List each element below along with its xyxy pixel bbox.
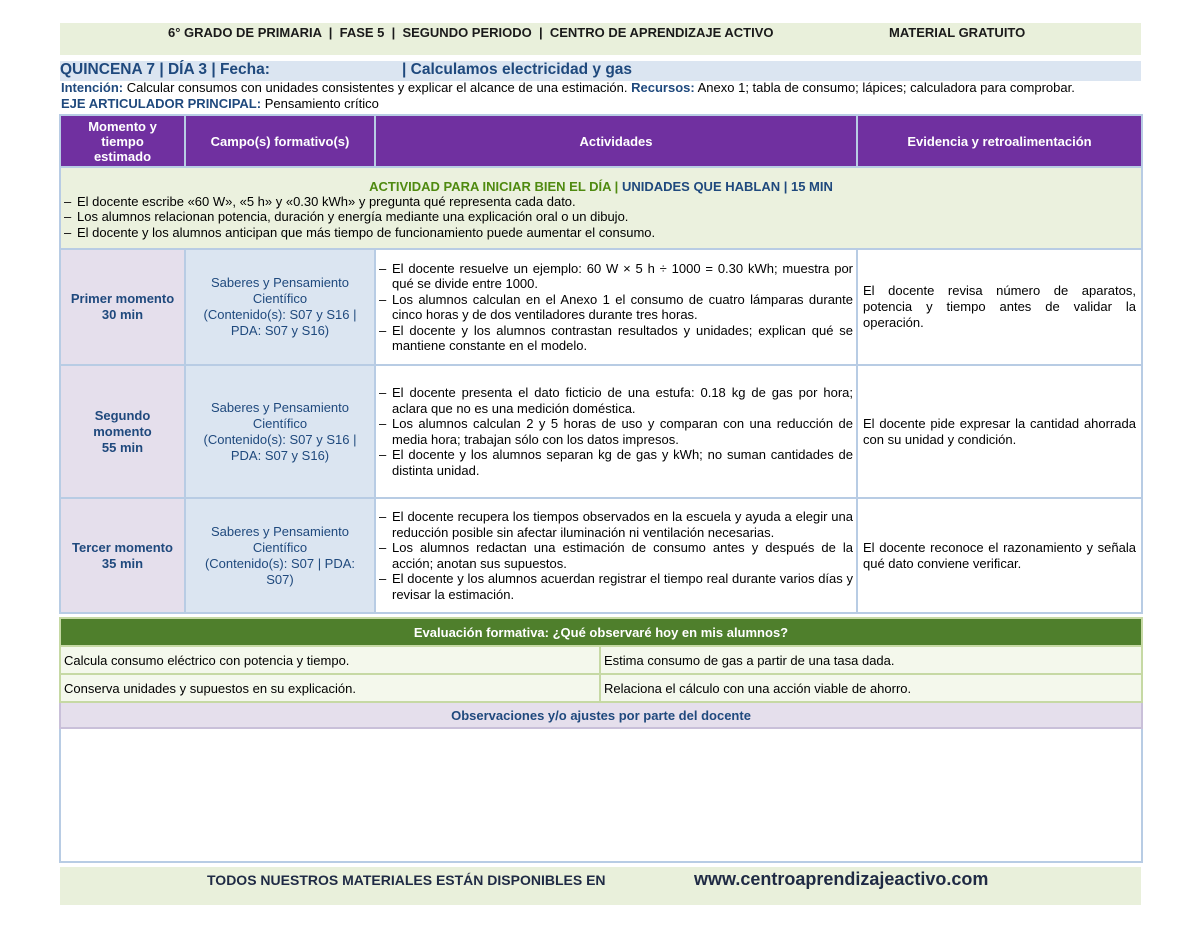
evaluation-heading: Evaluación formativa: ¿Qué observaré hoy en mis alumnos?	[60, 618, 1142, 646]
field-detail: (Contenido(s): S07 y S16 | PDA: S07 y S16)	[203, 307, 357, 338]
footer-url-link[interactable]: www.centroaprendizajeactivo.com	[694, 869, 989, 889]
moment-label: Segundo momento	[93, 407, 152, 439]
evaluation-table	[59, 617, 1143, 863]
intent-line	[61, 80, 1140, 95]
resources-text: Anexo 1; tabla de consumo; lápices; calculadora para comprobar.	[697, 80, 1075, 95]
activities-cell	[375, 498, 857, 613]
table-row	[60, 249, 1142, 365]
list-item: – El docente resuelve un ejemplo: 60 W × 5 h ÷ 1000 = 0.30 kWh; muestra por qué se divide entre 1000.	[379, 260, 853, 291]
evaluation-item: Relaciona el cálculo con una acción viable de ahorro.	[600, 674, 1142, 702]
evaluation-item: Estima consumo de gas a partir de una tasa dada.	[600, 646, 1142, 674]
field-name: Saberes y Pensamiento Científico	[210, 523, 350, 555]
top-banner	[60, 23, 1141, 55]
col-activities-header: Actividades	[375, 115, 857, 167]
list-item: – Los alumnos calculan 2 y 5 horas de uso y comparan con una reducción de media hora; trabajan sólo con los datos impresos.	[379, 416, 853, 447]
lesson-title: | Calculamos electricidad y gas	[402, 61, 633, 78]
lesson-plan-table	[59, 114, 1143, 614]
moment-time: 55 min	[101, 439, 144, 455]
list-item: – Los alumnos redactan una estimación de consumo antes y después de la acción; anotan sus supuestos.	[379, 540, 853, 571]
resources-label: Recursos:	[631, 80, 695, 95]
field-detail: (Contenido(s): S07 | PDA: S07)	[204, 555, 356, 587]
evaluation-item: Calcula consumo eléctrico con potencia y tiempo.	[60, 646, 600, 674]
table-header-row	[60, 115, 1142, 167]
field-cell	[185, 249, 375, 365]
free-material-label: MATERIAL GRATUITO	[889, 25, 1026, 40]
activities-cell	[375, 249, 857, 365]
moment-cell	[60, 498, 185, 613]
axis-label: EJE ARTICULADOR PRINCIPAL:	[61, 96, 262, 111]
col-moment-header: Momento y tiempo estimado	[60, 115, 185, 167]
table-row	[60, 365, 1142, 498]
session-label: QUINCENA 7 | DÍA 3 | Fecha:	[60, 61, 270, 78]
intent-text: Calcular consumos con unidades consistentes y explicar el alcance de una estimación.	[126, 80, 628, 95]
axis-text: Pensamiento crítico	[264, 96, 379, 111]
moment-label: Primer momento	[70, 291, 175, 306]
opening-heading	[64, 179, 1138, 194]
grade-phase-label: 6° GRADO DE PRIMARIA | FASE 5 | SEGUNDO PERIODO | CENTRO DE APRENDIZAJE ACTIVO	[168, 25, 774, 40]
list-item: – El docente y los alumnos contrastan resultados y unidades; explican qué se mantiene constante en el modelo.	[379, 322, 853, 353]
col-evidence-header: Evidencia y retroalimentación	[857, 115, 1142, 167]
opening-heading-blue: UNIDADES QUE HABLAN | 15 MIN	[621, 178, 833, 194]
evidence-cell: El docente revisa número de aparatos, potencia y tiempo antes de validar la operación.	[857, 249, 1142, 365]
list-item: – El docente recupera los tiempos observados en la escuela y ayuda a elegir una reducción posible sin afectar iluminación ni ventilación necesarias.	[379, 509, 853, 540]
evaluation-item: Conserva unidades y supuestos en su explicación.	[60, 674, 600, 702]
title-bar	[60, 61, 1141, 81]
opening-heading-green: ACTIVIDAD PARA INICIAR BIEN EL DÍA |	[369, 178, 619, 194]
axis-line	[61, 96, 379, 111]
list-item: – El docente y los alumnos anticipan que más tiempo de funcionamiento puede aumentar el consumo.	[64, 224, 656, 240]
moment-time: 35 min	[101, 555, 144, 571]
moment-cell	[60, 249, 185, 365]
field-name: Saberes y Pensamiento Científico	[210, 275, 350, 306]
list-item: – Los alumnos calculan en el Anexo 1 el consumo de cuatro lámparas durante cinco horas y de dos ventiladores durante tres horas.	[379, 291, 853, 322]
moment-label: Tercer momento	[72, 539, 173, 555]
evidence-cell: El docente reconoce el razonamiento y señala qué dato conviene verificar.	[857, 498, 1142, 613]
opening-cell	[60, 167, 1142, 249]
list-item: – El docente y los alumnos acuerdan registrar el tiempo real durante varios días y revisar la estimación.	[379, 571, 853, 602]
footer-banner	[60, 867, 1141, 905]
moment-cell	[60, 365, 185, 498]
field-name: Saberes y Pensamiento Científico	[210, 399, 350, 431]
table-row	[60, 498, 1142, 613]
moment-time: 30 min	[101, 307, 144, 322]
observations-heading: Observaciones y/o ajustes por parte del docente	[60, 702, 1142, 728]
opening-row	[60, 167, 1142, 249]
list-item: – El docente y los alumnos separan kg de gas y kWh; no suman cantidades de distinta unidad.	[379, 447, 853, 478]
observations-area[interactable]	[60, 728, 1142, 862]
col-field-header: Campo(s) formativo(s)	[185, 115, 375, 167]
list-item: – El docente escribe «60 W», «5 h» y «0.30 kWh» y pregunta qué representa cada dato.	[64, 193, 576, 209]
field-cell	[185, 365, 375, 498]
list-item: – Los alumnos relacionan potencia, duración y energía mediante una explicación oral o un dibujo.	[64, 209, 629, 225]
footer-text: TODOS NUESTROS MATERIALES ESTÁN DISPONIBLES EN	[207, 872, 606, 888]
activities-cell	[375, 365, 857, 498]
field-cell	[185, 498, 375, 613]
field-detail: (Contenido(s): S07 y S16 | PDA: S07 y S16)	[203, 431, 357, 463]
list-item: – El docente presenta el dato ficticio de una estufa: 0.18 kg de gas por hora; aclara que no es una medición doméstica.	[379, 385, 853, 416]
intent-label: Intención:	[61, 80, 124, 95]
evidence-cell: El docente pide expresar la cantidad ahorrada con su unidad y condición.	[857, 365, 1142, 498]
